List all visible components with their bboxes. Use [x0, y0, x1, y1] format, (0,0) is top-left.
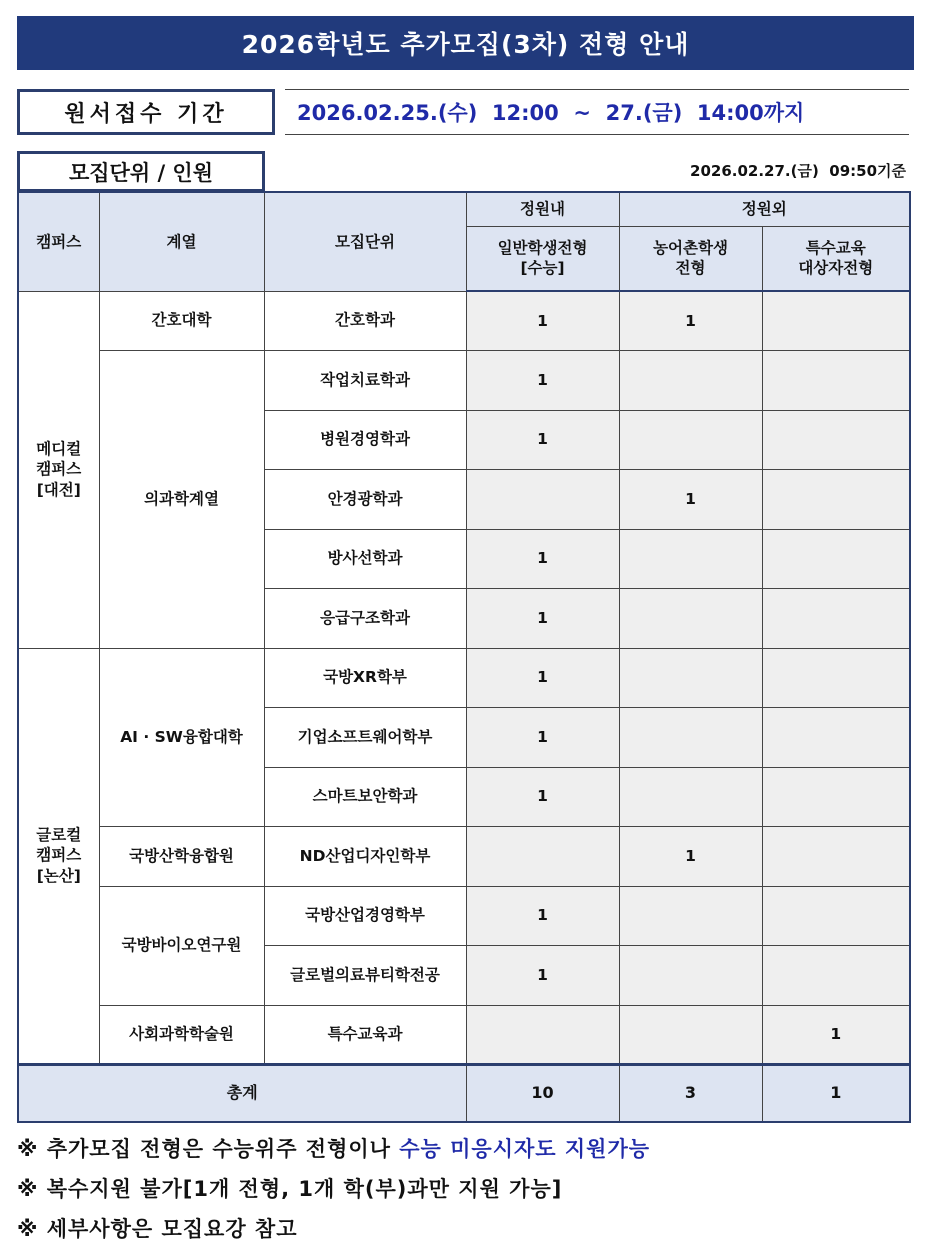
note-item: ※ 추가모집 전형은 수능위주 전형이나 수능 미응시자도 지원가능: [17, 1137, 651, 1161]
unit-name: 기업소프트웨어학부: [264, 707, 466, 767]
unit-name: 간호학과: [264, 291, 466, 350]
series-social-science: 사회과학학술원: [99, 1005, 264, 1064]
special-count: [762, 291, 910, 350]
rural-count: [619, 529, 762, 588]
table-row: [18, 350, 910, 410]
header-in-quota: 정원내: [466, 192, 619, 226]
header-series: 계열: [99, 192, 264, 291]
recruitment-table: [17, 191, 911, 1123]
general-count: 1: [466, 291, 619, 350]
general-count: 1: [466, 886, 619, 945]
header-campus: 캠퍼스: [18, 192, 99, 291]
rural-count: [619, 886, 762, 945]
special-count: [762, 469, 910, 529]
special-count: [762, 588, 910, 648]
notes: [17, 1130, 917, 1250]
special-count: [762, 886, 910, 945]
as-of-timestamp: 2026.02.27.(금) 09:50기준: [690, 162, 906, 180]
rural-count: 1: [619, 469, 762, 529]
header-unit: 모집단위: [264, 192, 466, 291]
special-count: [762, 648, 910, 707]
unit-name: 안경광학과: [264, 469, 466, 529]
unit-name: 국방산업경영학부: [264, 886, 466, 945]
special-count: 1: [762, 1005, 910, 1064]
rural-count: [619, 350, 762, 410]
series-medical-science: 의과학계열: [99, 350, 264, 648]
rural-count: [619, 945, 762, 1005]
rural-count: 1: [619, 826, 762, 886]
table-row: [18, 648, 910, 707]
special-count: [762, 826, 910, 886]
series-ai-sw: AI · SW융합대학: [99, 648, 264, 826]
general-count: [466, 469, 619, 529]
table-row: [18, 1005, 910, 1064]
unit-name: 응급구조학과: [264, 588, 466, 648]
campus-medical: 메디컬 캠퍼스 [대전]: [18, 291, 99, 648]
general-count: 1: [466, 410, 619, 469]
general-count: 1: [466, 707, 619, 767]
table-row: [18, 826, 910, 886]
general-count: [466, 1005, 619, 1064]
header-general: 일반학생전형 [수능]: [466, 226, 619, 291]
unit-name: 글로벌의료뷰티학전공: [264, 945, 466, 1005]
unit-name: 스마트보안학과: [264, 767, 466, 826]
rural-count: [619, 707, 762, 767]
special-count: [762, 350, 910, 410]
general-count: 1: [466, 529, 619, 588]
total-row: [18, 1064, 910, 1122]
unit-name: 국방XR학부: [264, 648, 466, 707]
note-item: ※ 복수지원 불가[1개 전형, 1개 학(부)과만 지원 가능]: [17, 1177, 563, 1201]
total-general: 10: [466, 1064, 619, 1122]
rural-count: [619, 588, 762, 648]
series-defense-industry: 국방산학융합원: [99, 826, 264, 886]
general-count: [466, 826, 619, 886]
unit-name: ND산업디자인학부: [264, 826, 466, 886]
application-period-label: 원서접수 기간: [17, 89, 275, 135]
rural-count: [619, 410, 762, 469]
unit-name: 방사선학과: [264, 529, 466, 588]
rural-count: 1: [619, 291, 762, 350]
application-period-value: 2026.02.25.(수) 12:00 ~ 27.(금) 14:00까지: [285, 89, 909, 135]
note-item: ※ 세부사항은 모집요강 참고: [17, 1217, 298, 1241]
general-count: 1: [466, 945, 619, 1005]
page-title: 2026학년도 추가모집(3차) 전형 안내: [17, 16, 914, 70]
series-nursing: 간호대학: [99, 291, 264, 350]
rural-count: [619, 1005, 762, 1064]
general-count: 1: [466, 767, 619, 826]
table-row: [18, 886, 910, 945]
header-special: 특수교육 대상자전형: [762, 226, 910, 291]
general-count: 1: [466, 350, 619, 410]
unit-name: 병원경영학과: [264, 410, 466, 469]
special-count: [762, 945, 910, 1005]
note-highlight: 수능 미응시자도 지원가능: [399, 1137, 651, 1161]
general-count: 1: [466, 648, 619, 707]
total-special: 1: [762, 1064, 910, 1122]
series-defense-bio: 국방바이오연구원: [99, 886, 264, 1005]
unit-name: 특수교육과: [264, 1005, 466, 1064]
unit-name: 작업치료학과: [264, 350, 466, 410]
recruitment-units-label: 모집단위 / 인원: [17, 151, 265, 192]
table-row: [18, 291, 910, 350]
special-count: [762, 707, 910, 767]
header-rural: 농어촌학생 전형: [619, 226, 762, 291]
campus-glocal: 글로컬 캠퍼스 [논산]: [18, 648, 99, 1064]
rural-count: [619, 767, 762, 826]
special-count: [762, 767, 910, 826]
special-count: [762, 529, 910, 588]
header-out-quota: 정원외: [619, 192, 910, 226]
special-count: [762, 410, 910, 469]
total-rural: 3: [619, 1064, 762, 1122]
general-count: 1: [466, 588, 619, 648]
rural-count: [619, 648, 762, 707]
total-label: 총계: [18, 1064, 466, 1122]
